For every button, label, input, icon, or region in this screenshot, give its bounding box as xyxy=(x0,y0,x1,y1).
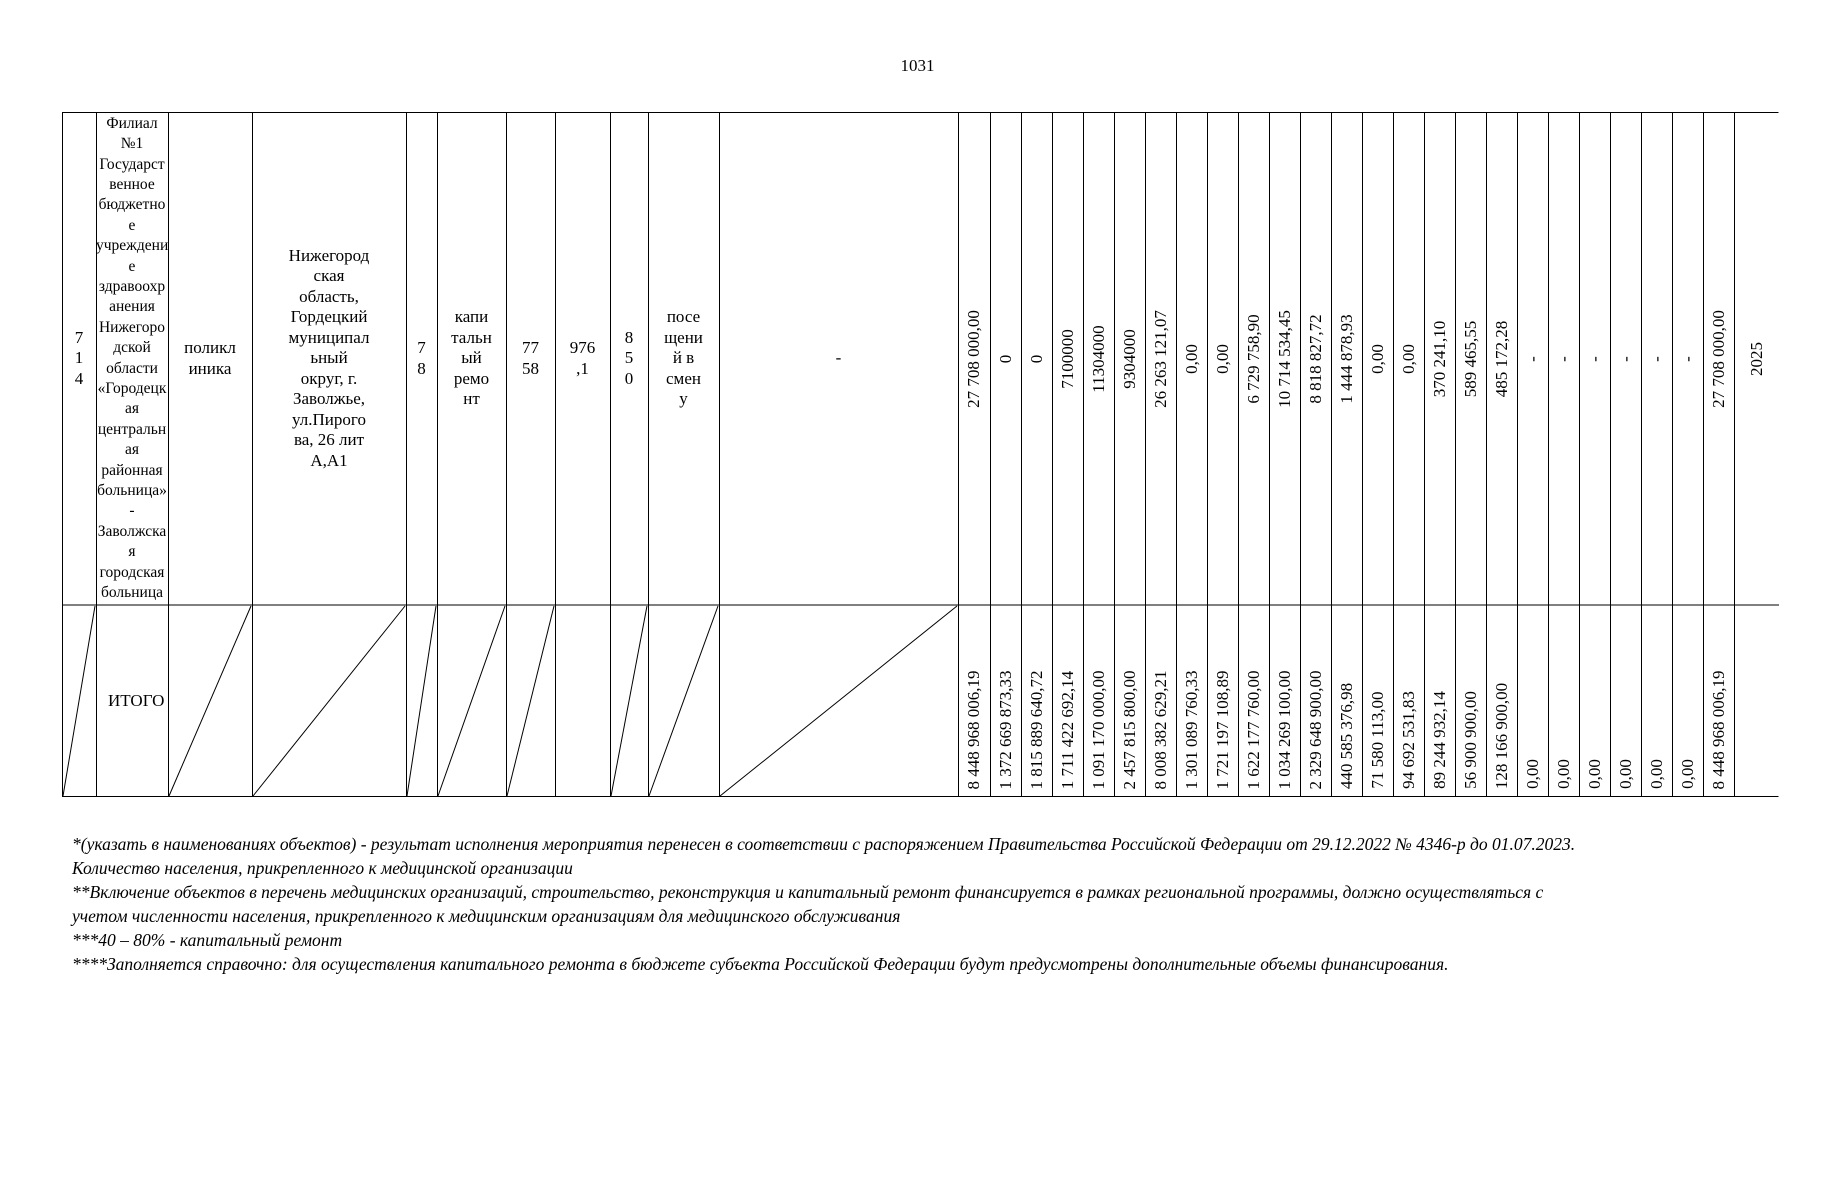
total-value-23: 0,00 xyxy=(1677,759,1697,789)
row-value-12: 1 444 878,93 xyxy=(1336,313,1356,404)
row-value-3: 7100000 xyxy=(1057,328,1077,389)
row-value-13: 0,00 xyxy=(1367,343,1387,374)
total-value-2: 1 815 889 640,72 xyxy=(1026,670,1046,789)
row-value-18: - xyxy=(1522,355,1542,362)
row-value-22: - xyxy=(1646,355,1666,362)
row-value-9: 6 729 758,90 xyxy=(1243,313,1263,404)
footnote-4: ****Заполняется справочно: для осуществления капитального ремонта в бюджете субъекта Российской Федерации будут предусмотрены дополнительные объемы финансирования. xyxy=(72,954,1449,974)
row-cell-work xyxy=(437,112,506,605)
total-value-16: 56 900 900,00 xyxy=(1460,691,1480,789)
empty-cell-diagonal xyxy=(720,606,957,796)
total-value-21: 0,00 xyxy=(1615,759,1635,789)
row-value-2: 0 xyxy=(1026,354,1046,363)
footnotes xyxy=(72,832,1792,976)
total-value-4: 1 091 170 000,00 xyxy=(1088,670,1108,789)
row-cell-capacity xyxy=(610,112,648,605)
total-value-6: 8 008 382 629,21 xyxy=(1150,670,1170,789)
row-value-10: 10 714 534,45 xyxy=(1274,309,1294,408)
total-value-22: 0,00 xyxy=(1646,759,1666,789)
row-value-20: - xyxy=(1584,355,1604,362)
total-value-1: 1 372 669 873,33 xyxy=(995,670,1015,789)
total-value-24: 8 448 968 006,19 xyxy=(1708,670,1728,789)
total-value-10: 1 034 269 100,00 xyxy=(1274,670,1294,789)
row-address-text: Нижегород ская область, Гордецкий муниципал ьный округ, г. Заволжье, ул.Пирого ва, 26 лит А,А1 xyxy=(288,245,370,470)
row-cell-code xyxy=(406,112,437,605)
row-note-text: - xyxy=(835,348,842,368)
row-unit-text: посе щени й в смен у xyxy=(664,307,703,409)
total-value-5: 2 457 815 800,00 xyxy=(1119,670,1139,789)
row-value-15: 370 241,10 xyxy=(1429,320,1449,397)
row-num-text: 7 1 4 xyxy=(74,327,84,388)
total-value-18: 0,00 xyxy=(1522,759,1542,789)
footnote-2-cont: учетом численности населения, прикрепленного к медицинским организациям для медицинского обслуживания xyxy=(72,906,901,926)
row-cell-note xyxy=(719,112,958,605)
row-value-8: 0,00 xyxy=(1212,343,1232,374)
total-value-7: 1 301 089 760,33 xyxy=(1181,670,1201,789)
footnote-3: ***40 – 80% - капитальный ремонт xyxy=(72,930,343,950)
empty-cell-diagonal xyxy=(507,606,554,796)
empty-cell-diagonal xyxy=(63,606,95,796)
row-name-text: Филиал №1 Государст венное бюджетно е учреждени е здравоохр анения Нижегоро дской области «Городецк ая центральн ая районная больница» - Заволжска я городская больница xyxy=(96,114,169,602)
total-value-17: 128 166 900,00 xyxy=(1491,682,1511,789)
total-value-19: 0,00 xyxy=(1553,759,1573,789)
row-cell-name xyxy=(96,112,168,605)
row-cell-area2 xyxy=(555,112,610,605)
row-cell-area xyxy=(506,112,555,605)
total-value-13: 71 580 113,00 xyxy=(1367,691,1387,789)
row-value-25: 2025 xyxy=(1746,341,1766,376)
page-number: 1031 xyxy=(900,56,935,75)
total-value-12: 440 585 376,98 xyxy=(1336,682,1356,789)
row-value-11: 8 818 827,72 xyxy=(1305,313,1325,404)
total-value-3: 1 711 422 692,14 xyxy=(1057,670,1077,789)
total-value-14: 94 692 531,83 xyxy=(1398,691,1418,789)
empty-cell-diagonal xyxy=(407,606,436,796)
empty-cell-diagonal xyxy=(649,606,718,796)
row-value-14: 0,00 xyxy=(1398,343,1418,374)
row-value-1: 0 xyxy=(995,354,1015,363)
row-value-19: - xyxy=(1553,355,1573,362)
total-value-9: 1 622 177 760,00 xyxy=(1243,670,1263,789)
footnote-2: **Включение объектов в перечень медицинских организаций, строительство, реконструкция и капитальный ремонт финансируется в рамках региональной программы, должно осуществляться с xyxy=(72,882,1544,902)
row-cell-address xyxy=(252,112,406,605)
row-area2-text: 976 ,1 xyxy=(569,338,596,378)
row-value-17: 485 172,28 xyxy=(1491,320,1511,397)
row-value-5: 9304000 xyxy=(1119,328,1139,389)
total-value-11: 2 329 648 900,00 xyxy=(1305,670,1325,789)
footnote-1-cont: Количество населения, прикрепленного к медицинской организации xyxy=(72,858,573,878)
row-code-text: 7 8 xyxy=(417,338,426,378)
row-value-0: 27 708 000,00 xyxy=(964,309,983,408)
row-area-text: 77 58 xyxy=(522,338,539,378)
row-value-24: 27 708 000,00 xyxy=(1708,309,1728,408)
total-value-20: 0,00 xyxy=(1584,759,1604,789)
row-value-23: - xyxy=(1677,355,1697,362)
empty-cell-diagonal xyxy=(438,606,505,796)
empty-cell-diagonal xyxy=(611,606,647,796)
empty-cell-diagonal xyxy=(253,606,405,796)
row-value-16: 589 465,55 xyxy=(1460,320,1480,397)
row-value-4: 11304000 xyxy=(1088,324,1108,393)
row-work-text: капи тальн ый ремо нт xyxy=(451,307,492,409)
total-value-15: 89 244 932,14 xyxy=(1429,691,1449,789)
row-value-6: 26 263 121,07 xyxy=(1150,309,1170,408)
row-value-7: 0,00 xyxy=(1181,343,1201,374)
row-cell-num xyxy=(62,112,96,605)
total-value-8: 1 721 197 108,89 xyxy=(1212,670,1232,789)
total-value-0: 8 448 968 006,19 xyxy=(964,670,983,789)
footnote-1: *(указать в наименованиях объектов) - результат исполнения мероприятия перенесен в соответствии с распоряжением Правительства Российской Федерации от 29.12.2022 № 4346-р до 01.07.2023. xyxy=(72,834,1576,854)
row-cell-unit xyxy=(648,112,719,605)
row-type-text: поликл иника xyxy=(184,338,236,378)
row-cell-type xyxy=(168,112,252,605)
empty-cell-diagonal xyxy=(169,606,251,796)
row-capacity-text: 8 5 0 xyxy=(624,327,634,388)
total-label: ИТОГО xyxy=(108,691,165,710)
objects-table xyxy=(62,112,1779,797)
row-value-21: - xyxy=(1615,355,1635,362)
